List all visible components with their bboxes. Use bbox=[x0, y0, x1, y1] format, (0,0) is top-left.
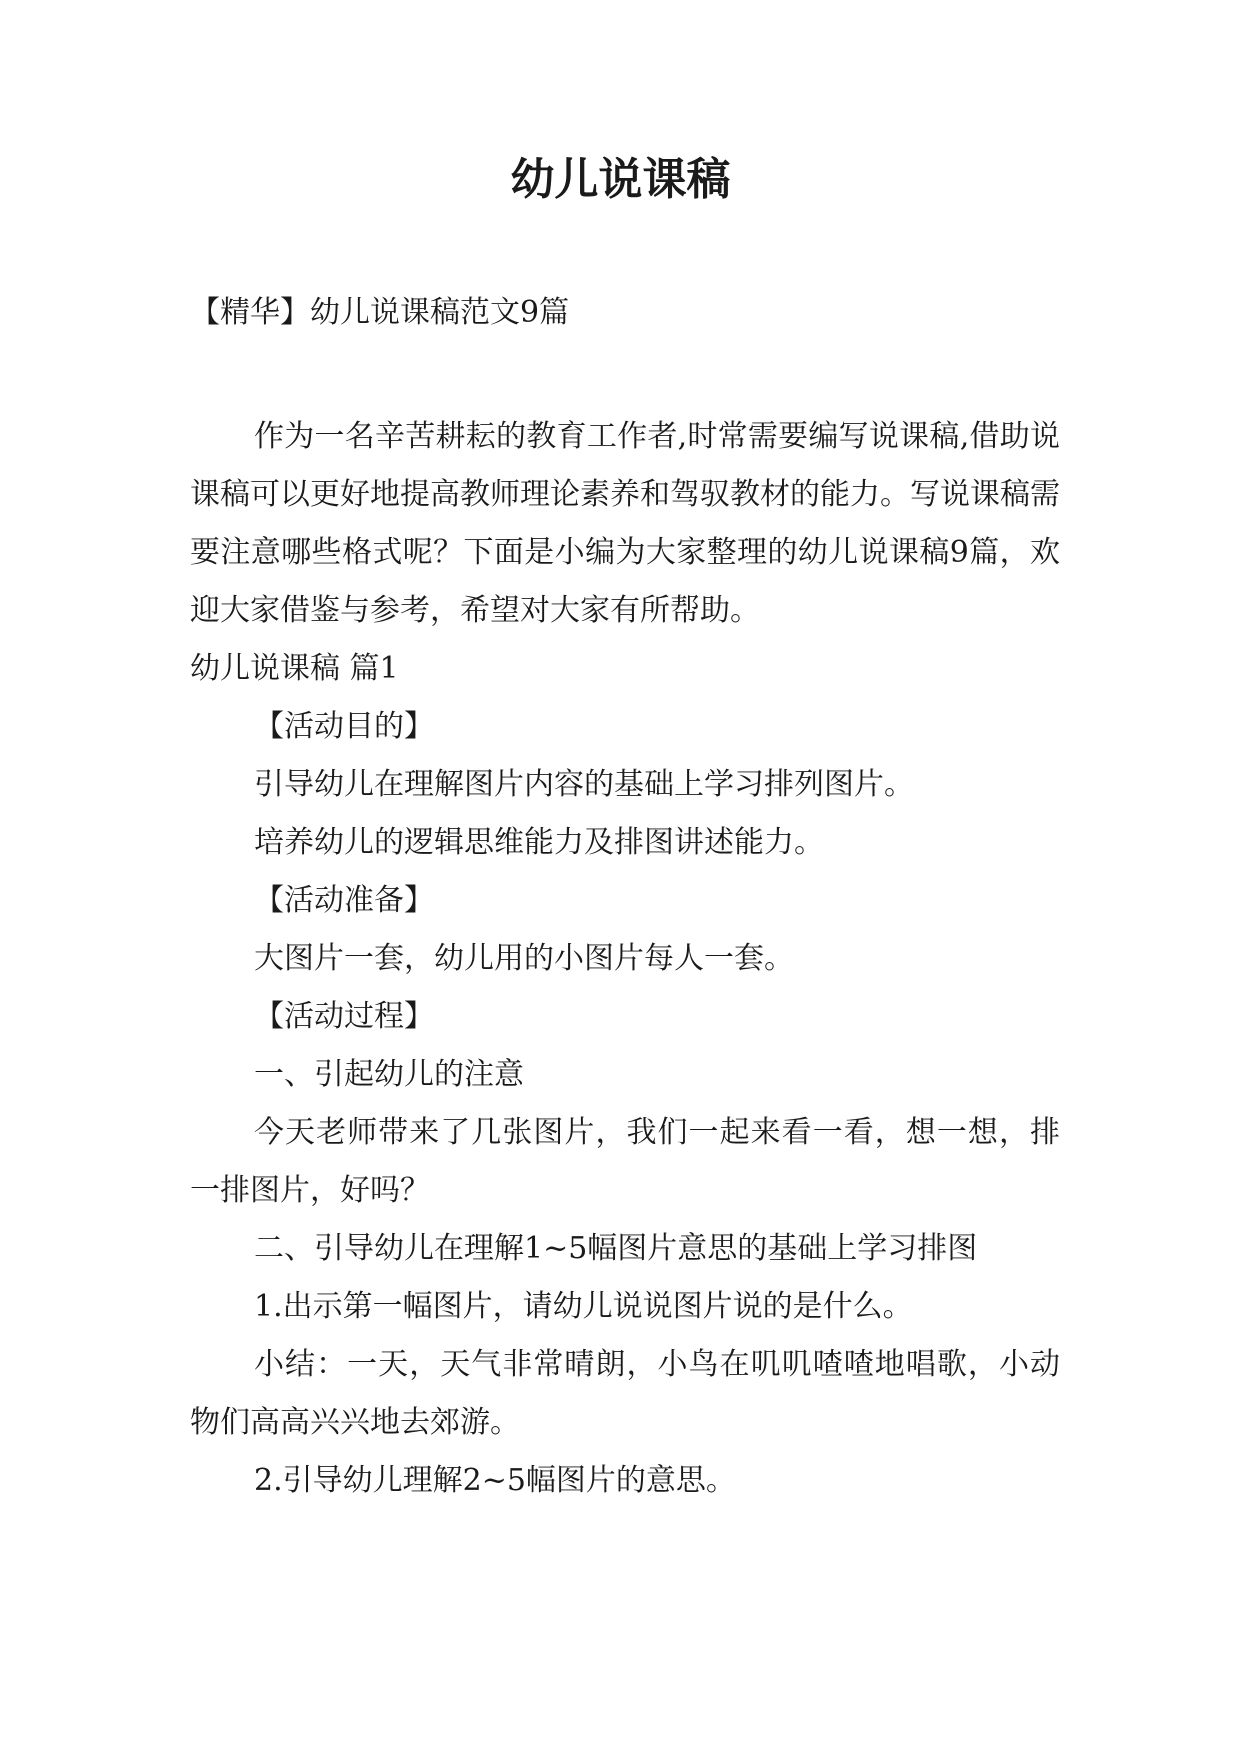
paragraph: 培养幼儿的逻辑思维能力及排图讲述能力。 bbox=[254, 825, 824, 860]
paragraph: 2.引导幼儿理解2~5幅图片的意思。 bbox=[254, 1463, 736, 1498]
paragraph: 1.出示第一幅图片，请幼儿说说图片说的是什么。 bbox=[254, 1289, 913, 1324]
paragraph: 小结：一天，天气非常晴朗，小鸟在叽叽喳喳地唱歌，小动物们高高兴兴地去郊游。 bbox=[190, 1347, 1060, 1440]
document-subtitle: 【精华】幼儿说课稿范文9篇 bbox=[190, 295, 570, 330]
paragraph: 今天老师带来了几张图片，我们一起来看一看，想一想，排一排图片，好吗？ bbox=[190, 1115, 1060, 1208]
paragraph: 二、引导幼儿在理解1~5幅图片意思的基础上学习排图 bbox=[254, 1231, 978, 1266]
paragraph: 【活动过程】 bbox=[254, 999, 434, 1034]
paragraph: 大图片一套，幼儿用的小图片每人一套。 bbox=[254, 941, 794, 976]
paragraph: 【活动准备】 bbox=[254, 883, 434, 918]
paragraph: 【活动目的】 bbox=[254, 709, 434, 744]
paragraph: 一、引起幼儿的注意 bbox=[254, 1057, 524, 1092]
paragraph: 引导幼儿在理解图片内容的基础上学习排列图片。 bbox=[254, 767, 914, 802]
intro-paragraph: 作为一名辛苦耕耘的教育工作者,时常需要编写说课稿,借助说课稿可以更好地提高教师理论素养和驾驭教材的能力。写说课稿需要注意哪些格式呢？下面是小编为大家整理的幼儿说课稿9篇，欢迎大家借鉴与参考，希望对大家有所帮助。 bbox=[190, 419, 1060, 628]
document-body bbox=[190, 408, 1060, 1510]
section-heading: 幼儿说课稿 篇1 bbox=[190, 651, 399, 686]
document-title: 幼儿说课稿 bbox=[510, 154, 731, 205]
